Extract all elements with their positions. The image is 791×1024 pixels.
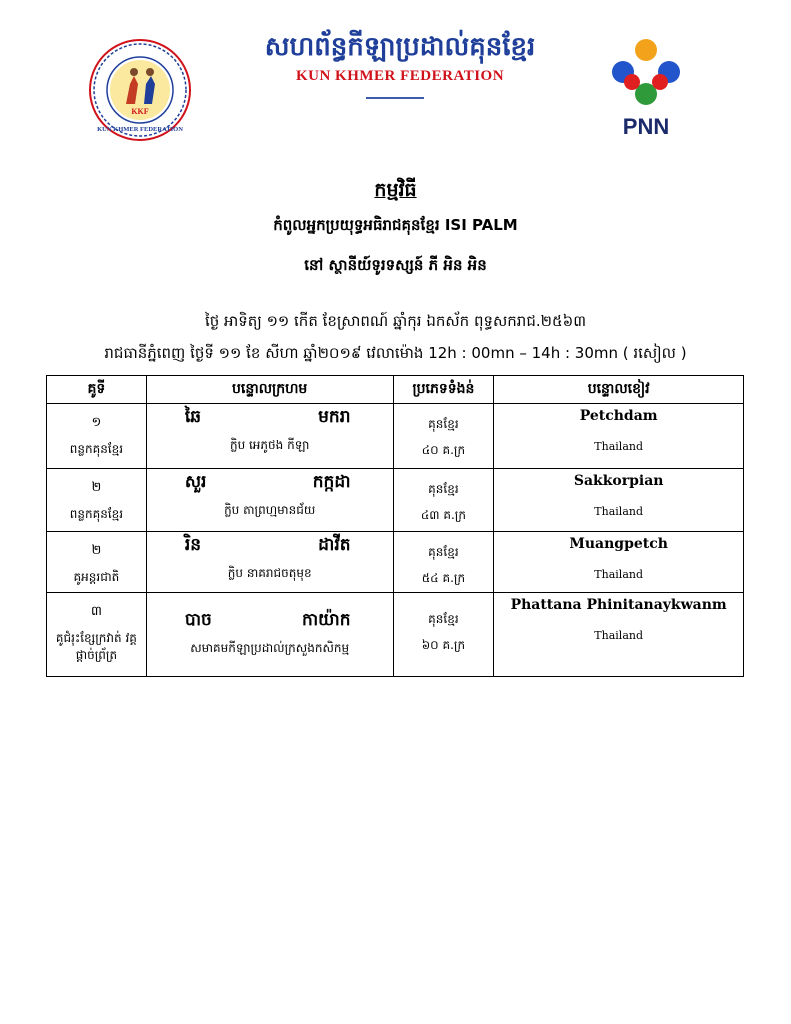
blue-fighter-name: Sakkorpian [573,473,664,489]
pnn-logo [608,36,684,140]
red-first-name: ឆៃ [184,407,201,427]
red-first-name: បាច [184,610,212,630]
red-club: សមាគមកីឡាប្រដាល់ក្រសួងកសិកម្ម [190,641,350,655]
red-first-name: សួរ [184,472,207,492]
blue-fighter-country: Thailand [594,629,643,642]
bout-rank: ពន្លកគុនខ្មែរ [69,442,124,456]
table-row [47,532,744,593]
blue-fighter-name: Muangpetch [569,536,668,552]
blue-fighter-country: Thailand [594,568,643,581]
table-row [47,404,744,469]
venue: នៅ ស្ថានីយ៍ទូរទស្សន៍ ភី អិន អិន [304,256,487,274]
table-header-row [47,376,744,404]
red-last-name: កាយ៉ាក [301,610,351,630]
weight-class: គុនខ្មែរ [428,482,459,496]
federation-title-english: KUN KHMER FEDERATION [295,68,505,84]
red-club: ក្លិប អេភូថង កីឡា [229,438,310,452]
bout-number: ២ [91,480,102,495]
header-divider [366,97,424,99]
event-name: កំពូលអ្នកប្រយុទ្ធអធិរាជគុនខ្មែរ ISI PALM [273,216,518,234]
weight-kg: ៥៤ គ.ក្រ [421,571,466,585]
bout-number: ២ [91,543,102,558]
blue-fighter-name: Petchdam [579,408,658,424]
red-first-name: រិន [184,535,201,555]
lunar-date: ថ្ងៃ អាទិត្យ ១១ កើត ខែស្រាពណ៍ ឆ្នាំកុរ ឯកស័ក ពុទ្ធសករាជ.២៥៦៣ [204,312,587,330]
header-bout: គូទី [47,376,147,404]
header-blue-corner: បន្ទោលខៀវ [494,376,744,404]
red-last-name: ដាវីត [318,535,351,555]
weight-kg: ៤៣ គ.ក្រ [420,508,466,522]
kkf-logo-initials: KKF [131,107,149,116]
bout-rank: គូអន្តរជាតិ [73,570,120,584]
red-last-name: មករា [318,407,351,427]
bout-rank: គូជំរុះខ្សែក្រវាត់ វគ្គផ្តាច់ព្រ័ត្រ [55,631,137,662]
weight-class: គុនខ្មែរ [428,545,459,559]
weight-kg: ៤០ គ.ក្រ [421,443,466,457]
header-red-corner: បន្ទោលក្រហម [146,376,393,404]
bout-number: ៣ [90,604,102,619]
blue-fighter-name: Phattana Phinitanaykwanm [510,597,727,613]
weight-kg: ៦០ គ.ក្រ [421,638,466,652]
date-time: រាជធានីភ្នំពេញ ថ្ងៃទី ១១ ខែ សីហា ឆ្នាំ២០១៩ វេលាម៉ោង 12h : 00mn – 14h : 30mn ( រសៀល ) [104,344,687,362]
federation-title-khmer: សហព័ន្ធកីឡាប្រដាល់គុនខ្មែរ [264,32,536,62]
table-row [47,469,744,532]
program-title: កម្មវិធី [374,179,417,201]
bout-rank: ពន្លកគុនខ្មែរ [69,507,124,521]
fight-card-table [46,375,744,677]
red-club: ក្លិប នាគរាជចតុមុខ [227,566,312,580]
red-last-name: កក្កដា [312,472,351,492]
red-club: ក្លិប តាព្រហ្មមានជ័យ [224,503,316,517]
bout-number: ១ [91,415,102,430]
kkf-logo [88,38,192,142]
header-weight-class: ប្រភេទទំងន់ [393,376,494,404]
weight-class: គុនខ្មែរ [428,612,459,626]
blue-fighter-country: Thailand [594,505,643,518]
table-row [47,593,744,677]
pnn-logo-text: PNN [622,114,670,139]
weight-class: គុនខ្មែរ [428,417,459,431]
kkf-logo-ring-text: KUN KHMER FEDERATION [97,126,183,133]
blue-fighter-country: Thailand [594,440,643,453]
